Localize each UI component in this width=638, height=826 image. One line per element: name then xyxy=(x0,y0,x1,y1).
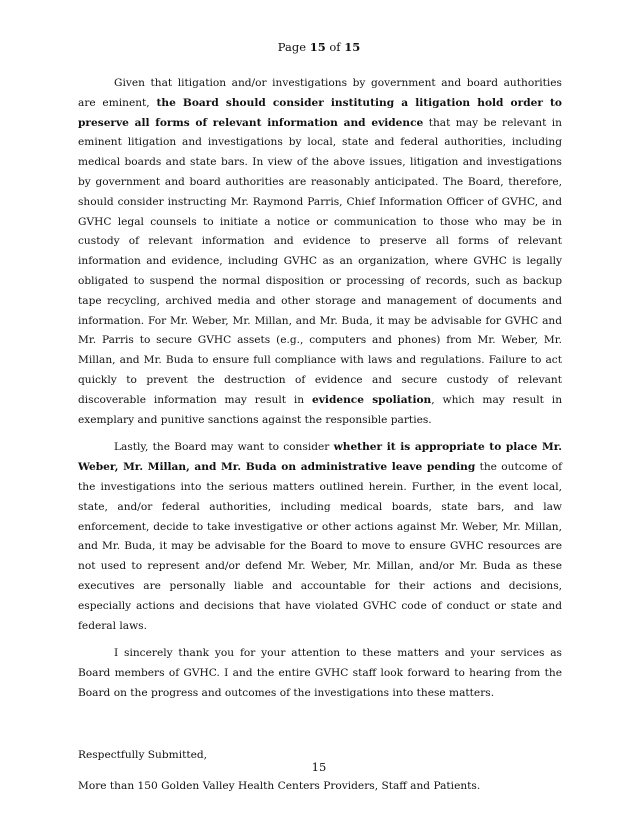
p1-seg-1-bold: the Board should consider instituting a litigation hold order to preserve all forms of relevant information and evidence xyxy=(78,96,562,129)
header-prefix: Page xyxy=(277,40,310,54)
letter-body xyxy=(78,74,562,796)
paragraph-administrative-leave xyxy=(78,438,562,636)
header-total-pages: 15 xyxy=(344,40,361,54)
page-header xyxy=(0,40,638,54)
signature-line: More than 150 Golden Valley Health Centers Providers, Staff and Patients. xyxy=(78,779,481,792)
header-current-page: 15 xyxy=(309,40,326,54)
p2-seg-2: the outcome of the investigations into the serious matters outlined herein. Further, in the event local, state, and/or federal authorities, including medical boards, state bars, and law enforcement, decide to take investigative or other actions against Mr. Weber, Mr. Millan, and Mr. Buda, it may be advisable for the Board to move to ensure GVHC resources are not used to represent and/or defend Mr. Weber, Mr. Millan, and/or Mr. Buda as these executives are personally liable and accountable for their actions and decisions, especially actions and decisions that have violated GVHC code of conduct or state and federal laws. xyxy=(78,461,562,632)
paragraph-litigation-hold xyxy=(78,74,562,430)
p1-seg-4: , which may result in exemplary and punitive sanctions against the responsible parties. xyxy=(78,393,563,426)
header-middle: of xyxy=(325,40,345,54)
closing-line: Respectfully Submitted, xyxy=(78,748,208,761)
paragraph-thanks xyxy=(78,644,562,703)
p1-seg-0: Given that litigation and/or investigations by government and board authorities are eminent, xyxy=(78,77,562,109)
p2-seg-1-bold: whether it is appropriate to place Mr. Weber, Mr. Millan, and Mr. Buda on administrative leave pending xyxy=(78,441,562,474)
p3-seg-0: I sincerely thank you for your attention to these matters and your services as Board members of GVHC. I and the entire GVHC staff look forward to hearing from the Board on the progress and outcomes of the investigations into these matters. xyxy=(78,647,562,699)
page-footer-number: 15 xyxy=(311,760,327,774)
p1-seg-3-bold: evidence spoliation xyxy=(312,393,432,406)
p2-seg-0: Lastly, the Board may want to consider xyxy=(114,441,334,454)
p1-seg-2: that may be relevant in eminent litigation and investigations by local, state and federal authorities, including medical boards and state bars. In view of the above issues, litigation and investigations by government and board authorities are reasonably anticipated. The Board, therefore, should consider instructing Mr. Raymond Parris, Chief Information Officer of GVHC, and GVHC legal counsels to initiate a notice or communication to those who may be in custody of relevant information and evidence to preserve all forms of relevant information and evidence, including GVHC as an organization, where GVHC is legally obligated to suspend the normal disposition or processing of records, such as backup tape recycling, archived media and other storage and management of documents and information. For Mr. Weber, Mr. Millan, and Mr. Buda, it may be advisable for GVHC and Mr. Parris to secure GVHC assets (e.g., computers and phones) from Mr. Weber, Mr. Millan, and Mr. Buda to ensure full compliance with laws and regulations. Failure to act quickly to prevent the destruction of evidence and secure custody of relevant discoverable information may result in xyxy=(78,116,562,406)
